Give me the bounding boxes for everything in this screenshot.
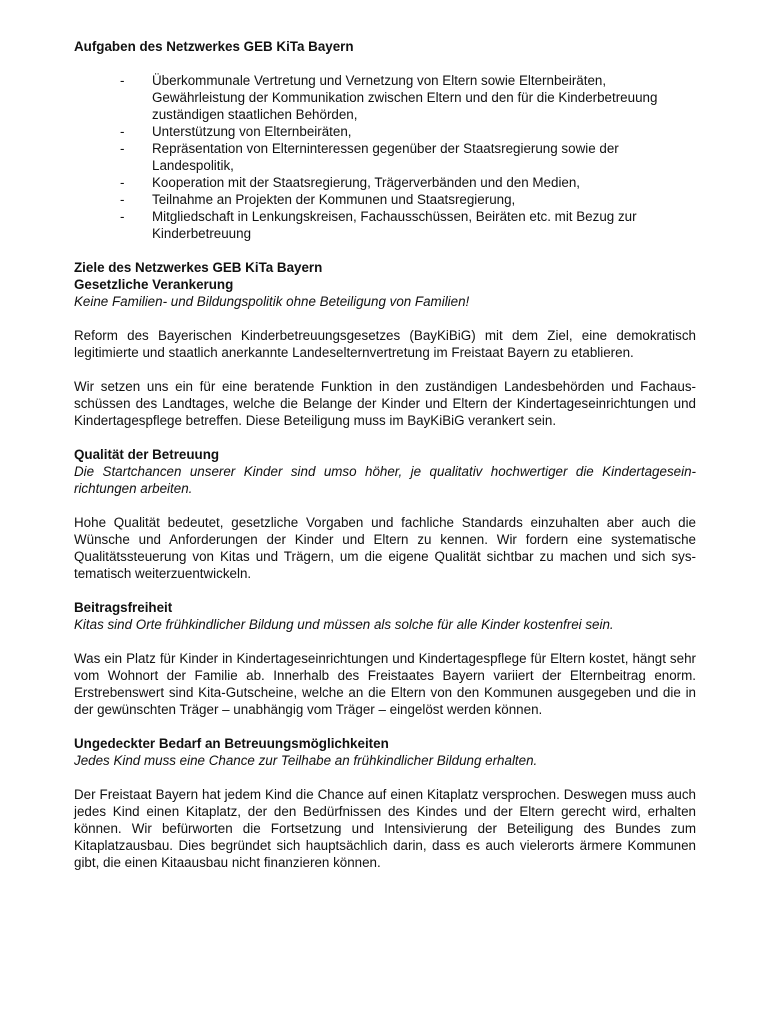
list-item-text: Unterstützung von Elternbeiräten, xyxy=(152,124,352,139)
section-motto: Die Startchancen unserer Kinder sind umso höher, je qualitativ hochwertiger die Kindertageseinrichtungen arbeiten. xyxy=(74,464,696,496)
bullet-dash: - xyxy=(120,192,125,207)
paragraph: Hohe Qualität bedeutet, gesetzliche Vorgaben und fachliche Standards einzuhalten aber auch die Wünsche und Anforderungen der Kinder und Eltern zu kennen. Wir fordern eine systematische Qualitätssteuerung von Kitas und Trägern, um die eigene Qualität sichtbar zu machen und sich systematisch weiterzuentwickeln. xyxy=(74,515,696,581)
bullet-dash: - xyxy=(120,175,125,190)
tasks-heading: Aufgaben des Netzwerkes GEB KiTa Bayern xyxy=(74,39,354,54)
section-title: Qualität der Betreuung xyxy=(74,447,220,462)
paragraph: Reform des Bayerischen Kinderbetreuungsgesetzes (BayKiBiG) mit dem Ziel, eine demokratisch legitimierte und staatlich anerkannte Landeselternvertretung im Freistaat Bayern zu etablieren. xyxy=(74,328,696,360)
bullet-dash: - xyxy=(120,209,125,224)
spacer xyxy=(74,55,696,72)
list-item xyxy=(74,191,696,208)
spacer xyxy=(74,429,696,446)
document-page xyxy=(74,38,696,871)
list-item xyxy=(74,72,696,123)
goal-section-quality xyxy=(74,446,696,582)
spacer xyxy=(74,361,696,378)
tasks-list xyxy=(74,72,696,242)
spacer xyxy=(74,633,696,650)
section-title: Beitragsfreiheit xyxy=(74,600,173,615)
list-item-text: Teilnahme an Projekten der Kommunen und Staatsregierung, xyxy=(152,192,516,207)
list-item xyxy=(74,174,696,191)
section-motto: Keine Familien- und Bildungspolitik ohne Beteiligung von Familien! xyxy=(74,294,470,309)
spacer xyxy=(74,497,696,514)
list-item-text: Mitgliedschaft in Lenkungskreisen, Fachausschüssen, Beiräten etc. mit Bezug zur Kinderbetreuung xyxy=(152,209,637,241)
bullet-dash: - xyxy=(120,141,125,156)
paragraph: Wir setzen uns ein für eine beratende Funktion in den zuständigen Landesbehörden und Fachausschüssen des Landtages, welche die Belange der Kinder und Eltern der Kindertageseinrichtungen und Kindertagespflege betreffen. Diese Beteiligung muss im BayKiBiG verankert sein. xyxy=(74,379,696,428)
goal-section-demand xyxy=(74,735,696,871)
list-item xyxy=(74,123,696,140)
list-item-text: Überkommunale Vertretung und Vernetzung von Eltern sowie Elternbeiräten, Gewährleistung der Kommunikation zwischen Eltern und den für die Kinderbetreuung zuständigen staatlichen Behörden, xyxy=(152,73,658,122)
list-item-text: Kooperation mit der Staatsregierung, Trägerverbänden und den Medien, xyxy=(152,175,581,190)
spacer xyxy=(74,769,696,786)
goals-heading: Ziele des Netzwerkes GEB KiTa Bayern xyxy=(74,260,323,275)
spacer xyxy=(74,310,696,327)
section-title: Gesetzliche Verankerung xyxy=(74,277,234,292)
bullet-dash: - xyxy=(120,73,125,88)
list-item xyxy=(74,208,696,242)
goal-section-legal xyxy=(74,276,696,429)
section-title: Ungedeckter Bedarf an Betreuungsmöglichkeiten xyxy=(74,736,389,751)
paragraph: Der Freistaat Bayern hat jedem Kind die Chance auf einen Kitaplatz versprochen. Deswegen muss auch jedes Kind einen Kitaplatz, der den Bedürfnissen des Kindes und der Eltern gerecht wird, erhalten können. Wir befürworten die Fortsetzung und Intensivierung der Beteiligung des Bundes zum Kitaplatzausbau. Dies begründet sich hauptsächlich darin, dass es auch vielerorts ärmere Kommunen gibt, die einen Kitaausbau nicht finanzieren können. xyxy=(74,787,696,870)
spacer xyxy=(74,718,696,735)
goal-section-fees xyxy=(74,599,696,718)
spacer xyxy=(74,242,696,259)
section-motto: Kitas sind Orte frühkindlicher Bildung und müssen als solche für alle Kinder kostenfrei sein. xyxy=(74,617,614,632)
list-item-text: Repräsentation von Elterninteressen gegenüber der Staatsregierung sowie der Landespolitik, xyxy=(152,141,619,173)
spacer xyxy=(74,582,696,599)
bullet-dash: - xyxy=(120,124,125,139)
list-item xyxy=(74,140,696,174)
paragraph: Was ein Platz für Kinder in Kindertageseinrichtungen und Kindertagespflege für Eltern kostet, hängt sehr vom Wohnort der Familie ab. Innerhalb des Freistaates Bayern variiert der Elternbeitrag enorm. Erstrebenswert sind Kita-Gutscheine, welche an die Eltern von den Kommunen ausgegeben und die in der gewünschten Träger – unabhängig vom Träger – eingelöst werden können. xyxy=(74,651,696,717)
section-motto: Jedes Kind muss eine Chance zur Teilhabe an frühkindlicher Bildung erhalten. xyxy=(74,753,538,768)
